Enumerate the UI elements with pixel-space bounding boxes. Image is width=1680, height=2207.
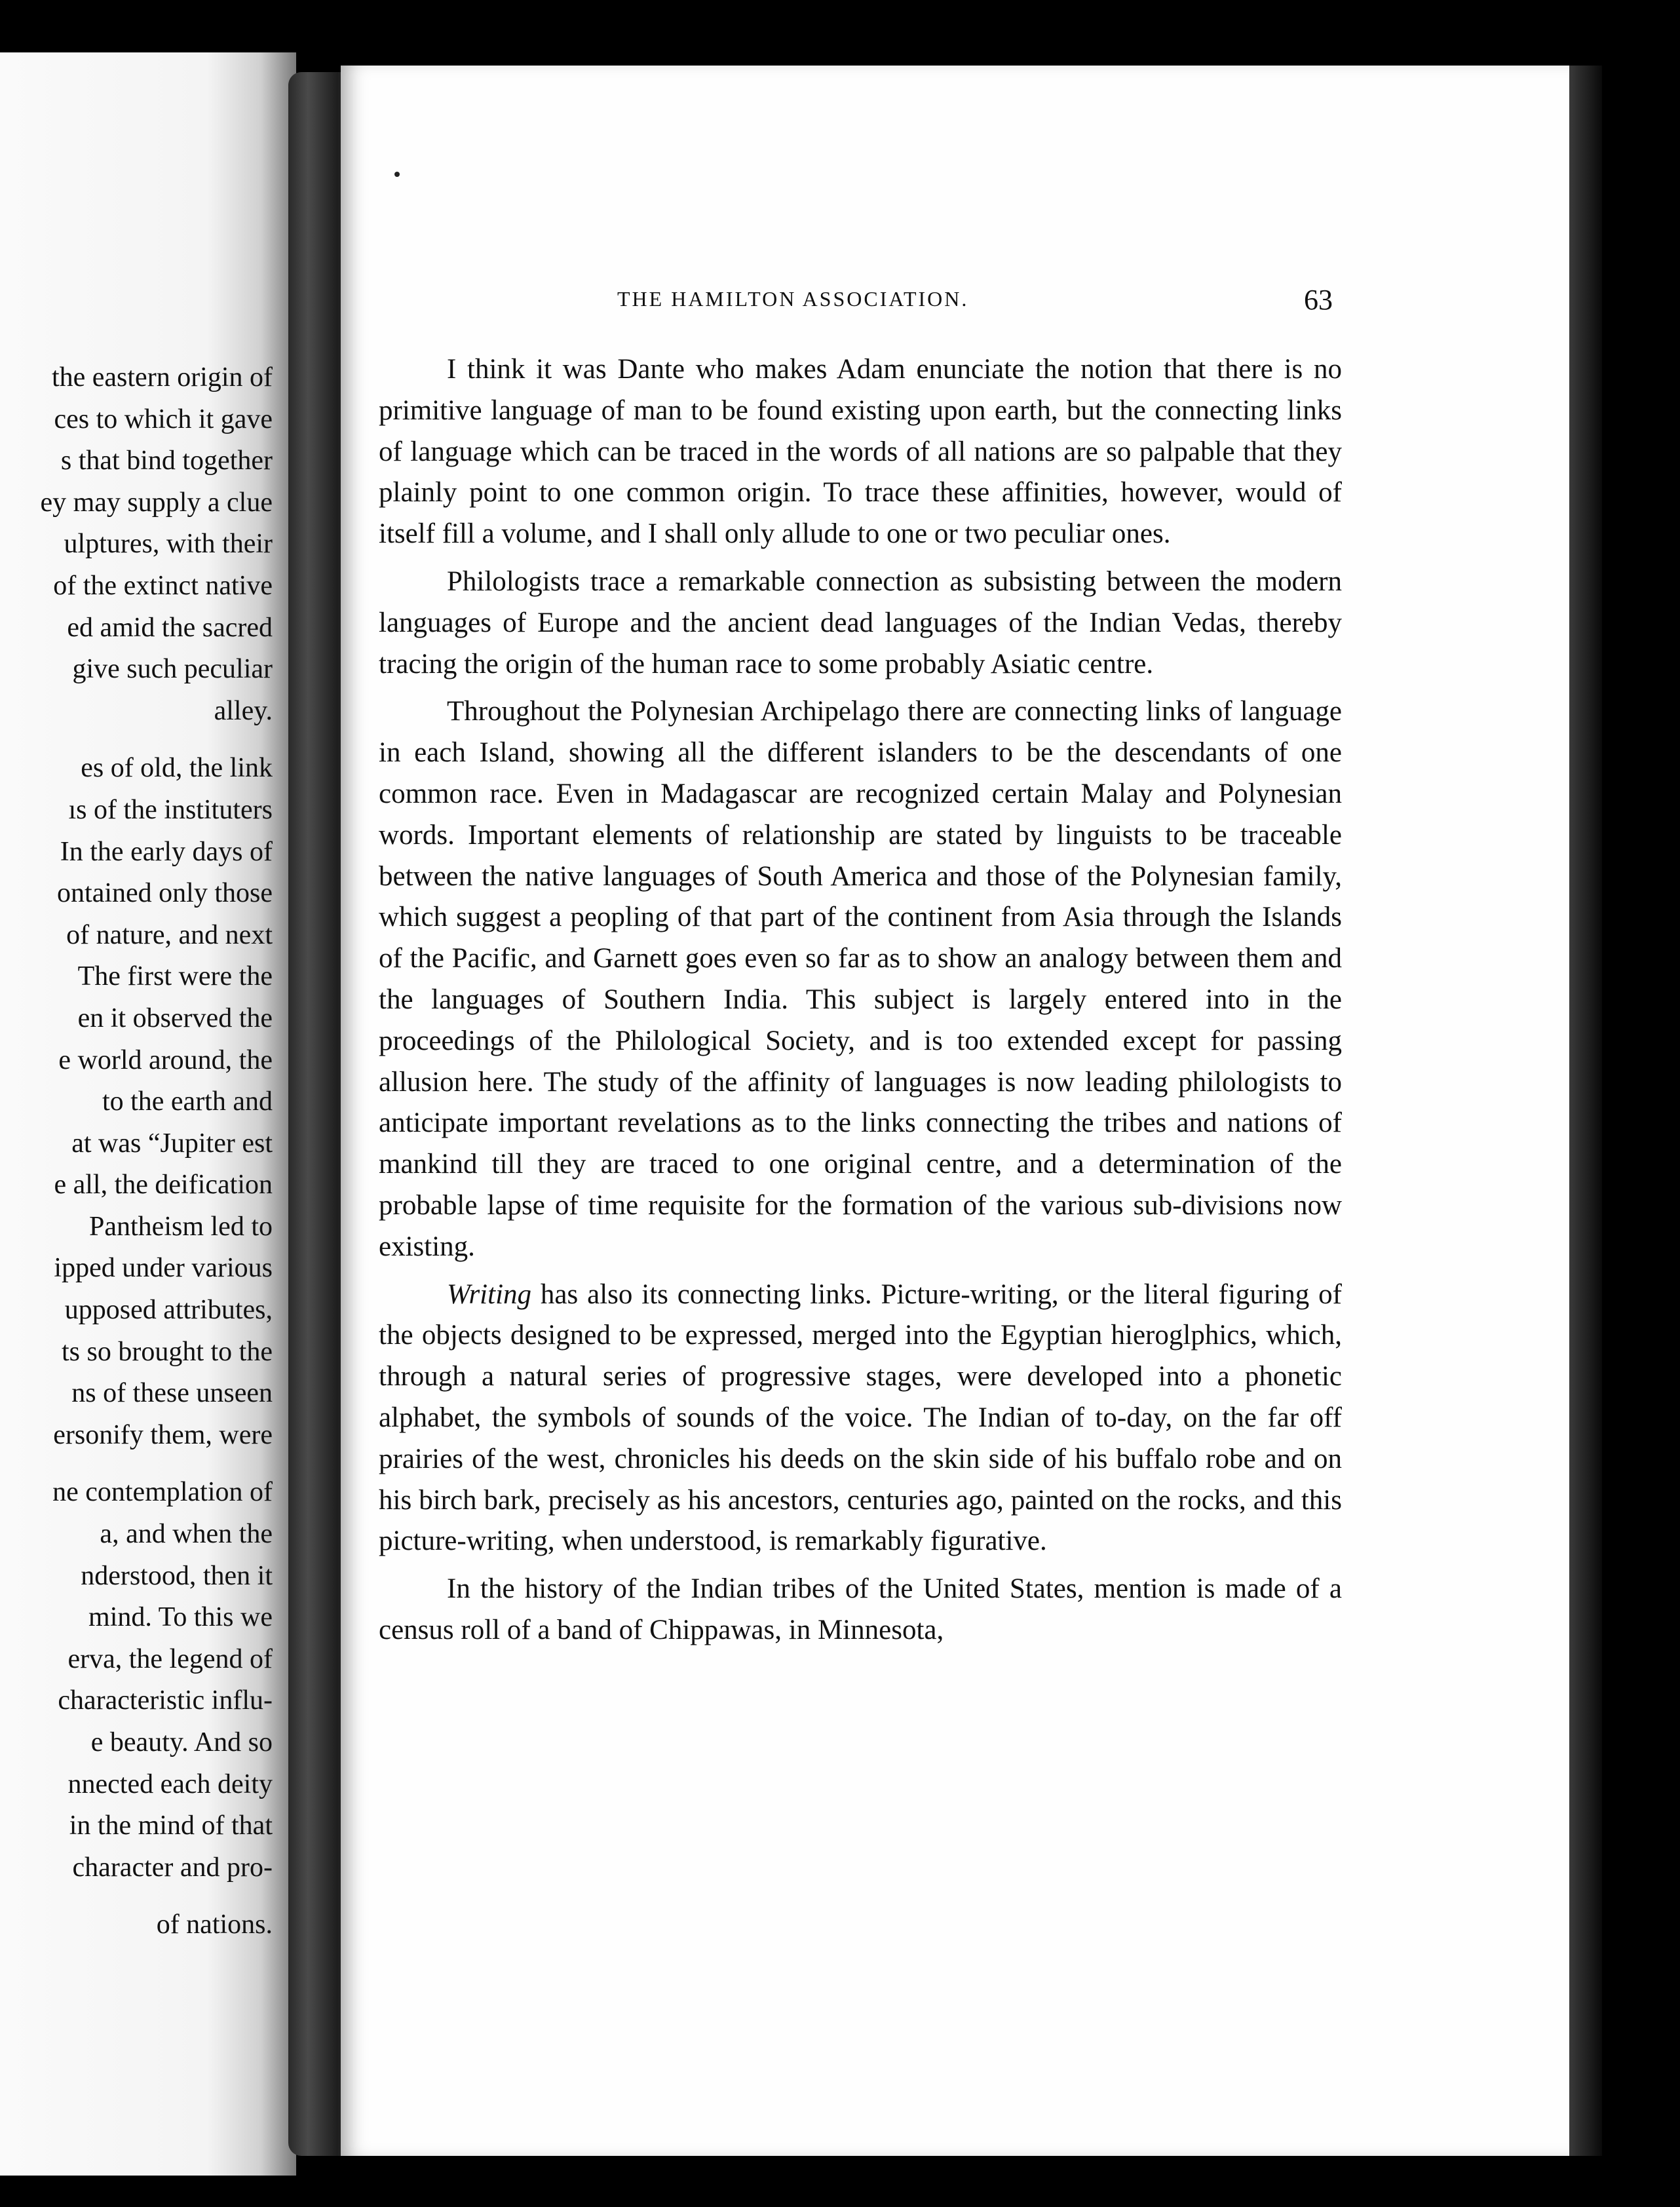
left-page xyxy=(0,52,296,2176)
left-page-line: of the extinct native xyxy=(53,570,273,601)
left-page-line xyxy=(0,732,273,748)
left-page-line: ıs of the instituters xyxy=(68,794,273,825)
left-page-line: ontained only those xyxy=(57,878,273,909)
left-page-line: ces to which it gave xyxy=(54,404,273,434)
left-page-line: ulptures, with their xyxy=(64,529,273,560)
left-page-line: en it observed the xyxy=(77,1003,273,1033)
left-page-line: In the early days of xyxy=(60,836,273,867)
paragraph: In the history of the Indian tribes of the United States, mention is made of a census roll of a band of Chippawas, in Minnesota, xyxy=(379,1573,1342,1645)
left-page-line: ey may supply a clue xyxy=(40,487,273,518)
paragraph: Philologists trace a remarkable connection as subsisting between the modern languages of Europe and the ancient dead languages of the Indian Vedas, thereby tracing the origin of the human race to some probably Asiatic centre. xyxy=(379,566,1342,680)
left-page-line: ts so brought to the xyxy=(62,1336,273,1367)
paragraph: Throughout the Polynesian Archipelago there are connecting links of language in each Island, showing all the different islanders to be the descendants of one common race. Even in Madagascar are recognized certain Malay and Polynesian words. Important elements of relationship are stated by linguists to be traceable between the native languages of South America and those of the Polynesian family, which suggest a peopling of that part of the continent from Asia through the Islands of the Pacific, and Garnett goes even so far as to show an analogy between them and the languages of Southern India. This subject is largely entered into in the proceedings of the Philological Society, and is too extended except for passing allusion here. The study of the affinity of languages is now leading philologists to anticipate important revelations as to the links connecting the tribes and nations of mankind till they are traced to one original centre, and a determination of the probable lapse of time requisite for the formation of the various sub-divisions now existing. xyxy=(379,696,1342,1262)
left-page-line: of nature, and next xyxy=(66,919,273,950)
body-text xyxy=(379,349,1342,1658)
left-page-line: to the earth and xyxy=(102,1086,273,1117)
left-page-line: characteristic influ- xyxy=(58,1685,273,1716)
left-page-line: Pantheism led to xyxy=(89,1211,273,1242)
left-page-line: character and pro- xyxy=(72,1852,273,1883)
page-number: 63 xyxy=(1304,284,1333,316)
italic-word: Writing xyxy=(447,1278,532,1310)
left-page-line: give such peculiar xyxy=(72,654,273,685)
left-page-line: ne contemplation of xyxy=(52,1477,273,1508)
left-page-line: nderstood, then it xyxy=(81,1560,273,1591)
left-page-line: the eastern origin of xyxy=(51,362,273,393)
left-page-line: The first were the xyxy=(77,961,273,992)
running-head: THE HAMILTON ASSOCIATION. xyxy=(617,287,969,311)
page-edge-shadow xyxy=(1569,66,1602,2156)
left-page-line: mind. To this we xyxy=(88,1602,273,1633)
paragraph-text: has also its connecting links. Picture-writing, or the literal figuring of the objects designed to be expressed, merged into the Egyptian hieroglphics, which, through a natural series of progressive stages, were developed into a phonetic alphabet, the symbols of sounds of the voice. The Indian of to-day, on the far off prairies of the west, chronicles his deeds on the skin side of his buffalo robe and on his birch bark, precisely as his ancestors, centuries ago, painted on the rocks, and this picture-writing, when understood, is remarkably figurative. xyxy=(379,1278,1342,1557)
left-page-line: e all, the deification xyxy=(54,1170,273,1200)
paragraph: I think it was Dante who makes Adam enunciate the notion that there is no primitive language of man to be found existing upon earth, but the connecting links of language which can be traced in the words of all nations are so palpable that they plainly point to one common origin. To trace these affinities, however, would of itself fill a volume, and I shall only allude to one or two peculiar ones. xyxy=(379,354,1342,550)
left-page-line: ipped under various xyxy=(54,1253,273,1284)
left-page-line: upposed attributes, xyxy=(64,1295,273,1326)
left-page-line: in the mind of that xyxy=(69,1811,273,1841)
left-page-line: ns of these unseen xyxy=(71,1378,273,1409)
left-page-line: at was “Jupiter est xyxy=(71,1128,273,1159)
left-page-line: e beauty. And so xyxy=(90,1727,273,1757)
left-page-line: nnected each deity xyxy=(67,1769,273,1799)
left-page-line: of nations. xyxy=(156,1910,273,1940)
left-page-line: alley. xyxy=(214,695,273,726)
left-page-text xyxy=(0,357,273,1946)
left-page-line: erva, the legend of xyxy=(67,1643,273,1674)
left-page-line: es of old, the link xyxy=(81,753,273,784)
ink-speck xyxy=(394,172,400,177)
left-page-line: ersonify them, were xyxy=(53,1419,273,1450)
left-page-line xyxy=(0,1889,273,1904)
left-page-line: a, and when the xyxy=(100,1519,273,1550)
left-page-line xyxy=(0,1456,273,1472)
left-page-line: e world around, the xyxy=(58,1045,273,1075)
left-page-line: ed amid the sacred xyxy=(67,612,273,643)
paragraph-writing xyxy=(379,1275,1342,1563)
left-page-line: s that bind together xyxy=(60,446,273,476)
